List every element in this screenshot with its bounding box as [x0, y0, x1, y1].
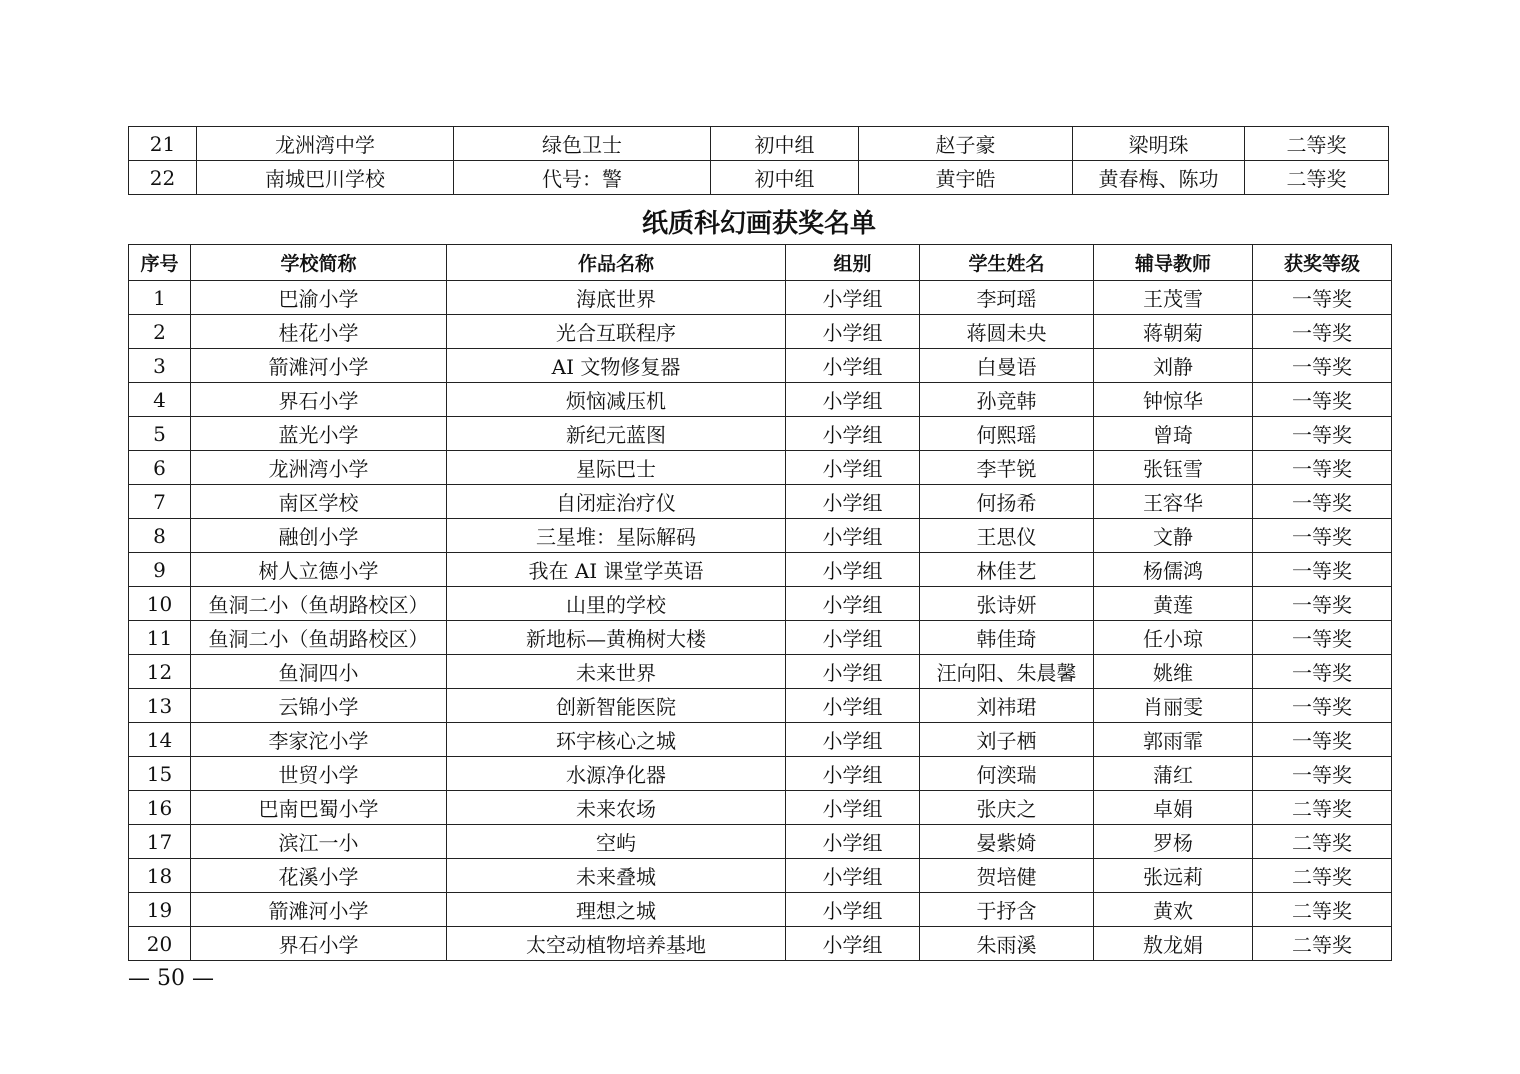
- header-serial-number: 序号: [129, 245, 191, 281]
- student-name-cell: 黄宇皓: [859, 161, 1073, 195]
- work-title-cell: 未来叠城: [447, 859, 786, 893]
- serial-number-cell: 4: [129, 383, 191, 417]
- award-level-cell: 一等奖: [1253, 417, 1392, 451]
- table-row: [129, 587, 1392, 621]
- serial-number-cell: 1: [129, 281, 191, 315]
- table-row: [129, 127, 1389, 161]
- award-level-cell: 一等奖: [1253, 587, 1392, 621]
- school-name-cell: 鱼洞二小（鱼胡路校区）: [191, 587, 447, 621]
- school-name-cell: 巴南巴蜀小学: [191, 791, 447, 825]
- tutor-teacher-cell: 刘静: [1094, 349, 1253, 383]
- serial-number-cell: 7: [129, 485, 191, 519]
- table-row: [129, 689, 1392, 723]
- serial-number-cell: 22: [129, 161, 197, 195]
- award-level-cell: 一等奖: [1253, 655, 1392, 689]
- award-level-cell: 一等奖: [1253, 451, 1392, 485]
- work-title-cell: 新纪元蓝图: [447, 417, 786, 451]
- work-title-cell: 理想之城: [447, 893, 786, 927]
- group-cell: 小学组: [786, 655, 920, 689]
- work-title-cell: 太空动植物培养基地: [447, 927, 786, 961]
- serial-number-cell: 6: [129, 451, 191, 485]
- group-cell: 小学组: [786, 689, 920, 723]
- page-number: — 50 —: [128, 966, 214, 991]
- serial-number-cell: 8: [129, 519, 191, 553]
- work-title-cell: 我在 AI 课堂学英语: [447, 553, 786, 587]
- award-level-cell: 一等奖: [1253, 553, 1392, 587]
- student-name-cell: 王思仪: [920, 519, 1094, 553]
- serial-number-cell: 14: [129, 723, 191, 757]
- table-row: [129, 655, 1392, 689]
- serial-number-cell: 12: [129, 655, 191, 689]
- header-tutor-teacher: 辅导教师: [1094, 245, 1253, 281]
- work-title-cell: 未来世界: [447, 655, 786, 689]
- serial-number-cell: 15: [129, 757, 191, 791]
- school-name-cell: 箭滩河小学: [191, 349, 447, 383]
- award-level-cell: 一等奖: [1253, 757, 1392, 791]
- work-title-cell: 星际巴士: [447, 451, 786, 485]
- award-level-cell: 二等奖: [1245, 127, 1389, 161]
- group-cell: 小学组: [786, 927, 920, 961]
- table-row: [129, 349, 1392, 383]
- award-level-cell: 一等奖: [1253, 383, 1392, 417]
- award-level-cell: 一等奖: [1253, 519, 1392, 553]
- table-row: [129, 757, 1392, 791]
- award-level-cell: 二等奖: [1253, 825, 1392, 859]
- serial-number-cell: 10: [129, 587, 191, 621]
- student-name-cell: 蒋圆未央: [920, 315, 1094, 349]
- student-name-cell: 晏紫婍: [920, 825, 1094, 859]
- tutor-teacher-cell: 蒋朝菊: [1094, 315, 1253, 349]
- student-name-cell: 何扬希: [920, 485, 1094, 519]
- group-cell: 小学组: [786, 893, 920, 927]
- serial-number-cell: 11: [129, 621, 191, 655]
- table-row: [129, 281, 1392, 315]
- work-title-cell: 自闭症治疗仪: [447, 485, 786, 519]
- award-level-cell: 二等奖: [1253, 791, 1392, 825]
- group-cell: 小学组: [786, 451, 920, 485]
- school-name-cell: 龙洲湾中学: [197, 127, 454, 161]
- group-cell: 小学组: [786, 519, 920, 553]
- group-cell: 小学组: [786, 383, 920, 417]
- group-cell: 小学组: [786, 315, 920, 349]
- tutor-teacher-cell: 卓娟: [1094, 791, 1253, 825]
- tutor-teacher-cell: 曾琦: [1094, 417, 1253, 451]
- tutor-teacher-cell: 郭雨霏: [1094, 723, 1253, 757]
- school-name-cell: 界石小学: [191, 927, 447, 961]
- award-level-cell: 一等奖: [1253, 621, 1392, 655]
- award-level-cell: 一等奖: [1253, 281, 1392, 315]
- student-name-cell: 林佳艺: [920, 553, 1094, 587]
- student-name-cell: 朱雨溪: [920, 927, 1094, 961]
- student-name-cell: 于抒含: [920, 893, 1094, 927]
- award-level-cell: 二等奖: [1245, 161, 1389, 195]
- student-name-cell: 赵子豪: [859, 127, 1073, 161]
- school-name-cell: 蓝光小学: [191, 417, 447, 451]
- tutor-teacher-cell: 黄莲: [1094, 587, 1253, 621]
- serial-number-cell: 13: [129, 689, 191, 723]
- school-name-cell: 世贸小学: [191, 757, 447, 791]
- school-name-cell: 滨江一小: [191, 825, 447, 859]
- school-name-cell: 花溪小学: [191, 859, 447, 893]
- table-header-row: [129, 245, 1392, 281]
- group-cell: 小学组: [786, 859, 920, 893]
- group-cell: 小学组: [786, 417, 920, 451]
- table-row: [129, 893, 1392, 927]
- school-name-cell: 界石小学: [191, 383, 447, 417]
- student-name-cell: 白曼语: [920, 349, 1094, 383]
- table-row: [129, 417, 1392, 451]
- student-name-cell: 汪向阳、朱晨馨: [920, 655, 1094, 689]
- student-name-cell: 何熙瑶: [920, 417, 1094, 451]
- work-title-cell: 环宇核心之城: [447, 723, 786, 757]
- student-name-cell: 张庆之: [920, 791, 1094, 825]
- student-name-cell: 韩佳琦: [920, 621, 1094, 655]
- award-level-cell: 一等奖: [1253, 723, 1392, 757]
- student-name-cell: 何湙瑞: [920, 757, 1094, 791]
- serial-number-cell: 19: [129, 893, 191, 927]
- award-list-table: [128, 244, 1392, 961]
- table-row: [129, 723, 1392, 757]
- group-cell: 小学组: [786, 587, 920, 621]
- table-row: [129, 519, 1392, 553]
- award-level-cell: 二等奖: [1253, 927, 1392, 961]
- award-level-cell: 二等奖: [1253, 859, 1392, 893]
- top-table-body: [129, 127, 1389, 195]
- group-cell: 小学组: [786, 825, 920, 859]
- school-name-cell: 云锦小学: [191, 689, 447, 723]
- award-level-cell: 一等奖: [1253, 349, 1392, 383]
- award-level-cell: 一等奖: [1253, 485, 1392, 519]
- school-name-cell: 箭滩河小学: [191, 893, 447, 927]
- work-title-cell: 山里的学校: [447, 587, 786, 621]
- header-work-title: 作品名称: [447, 245, 786, 281]
- work-title-cell: 烦恼减压机: [447, 383, 786, 417]
- serial-number-cell: 17: [129, 825, 191, 859]
- table-row: [129, 161, 1389, 195]
- header-group: 组别: [786, 245, 920, 281]
- school-name-cell: 巴渝小学: [191, 281, 447, 315]
- table-row: [129, 485, 1392, 519]
- work-title-cell: AI 文物修复器: [447, 349, 786, 383]
- group-cell: 小学组: [786, 621, 920, 655]
- tutor-teacher-cell: 姚维: [1094, 655, 1253, 689]
- table-row: [129, 859, 1392, 893]
- work-title-cell: 未来农场: [447, 791, 786, 825]
- group-cell: 小学组: [786, 757, 920, 791]
- school-name-cell: 鱼洞四小: [191, 655, 447, 689]
- school-name-cell: 龙洲湾小学: [191, 451, 447, 485]
- header-award-level: 获奖等级: [1253, 245, 1392, 281]
- tutor-teacher-cell: 罗杨: [1094, 825, 1253, 859]
- table-row: [129, 927, 1392, 961]
- student-name-cell: 孙竞韩: [920, 383, 1094, 417]
- serial-number-cell: 5: [129, 417, 191, 451]
- tutor-teacher-cell: 黄春梅、陈功: [1073, 161, 1245, 195]
- table-row: [129, 383, 1392, 417]
- work-title-cell: 水源净化器: [447, 757, 786, 791]
- tutor-teacher-cell: 杨儒鸿: [1094, 553, 1253, 587]
- school-name-cell: 南区学校: [191, 485, 447, 519]
- section-title: 纸质科幻画获奖名单: [641, 209, 876, 239]
- award-level-cell: 二等奖: [1253, 893, 1392, 927]
- group-cell: 小学组: [786, 553, 920, 587]
- work-title-cell: 创新智能医院: [447, 689, 786, 723]
- school-name-cell: 南城巴川学校: [197, 161, 454, 195]
- tutor-teacher-cell: 张钰雪: [1094, 451, 1253, 485]
- award-level-cell: 一等奖: [1253, 315, 1392, 349]
- tutor-teacher-cell: 张远莉: [1094, 859, 1253, 893]
- serial-number-cell: 9: [129, 553, 191, 587]
- tutor-teacher-cell: 黄欢: [1094, 893, 1253, 927]
- work-title-cell: 绿色卫士: [454, 127, 711, 161]
- table-row: [129, 315, 1392, 349]
- table-row: [129, 553, 1392, 587]
- tutor-teacher-cell: 文静: [1094, 519, 1253, 553]
- work-title-cell: 新地标—黄桷树大楼: [447, 621, 786, 655]
- group-cell: 小学组: [786, 349, 920, 383]
- student-name-cell: 李珂瑶: [920, 281, 1094, 315]
- work-title-cell: 空屿: [447, 825, 786, 859]
- previous-section-table-continuation: [128, 126, 1389, 195]
- serial-number-cell: 20: [129, 927, 191, 961]
- serial-number-cell: 3: [129, 349, 191, 383]
- award-list-body: [129, 281, 1392, 961]
- school-name-cell: 桂花小学: [191, 315, 447, 349]
- group-cell: 小学组: [786, 723, 920, 757]
- group-cell: 初中组: [711, 161, 859, 195]
- student-name-cell: 刘祎珺: [920, 689, 1094, 723]
- header-school-name: 学校简称: [191, 245, 447, 281]
- tutor-teacher-cell: 肖丽雯: [1094, 689, 1253, 723]
- table-row: [129, 621, 1392, 655]
- tutor-teacher-cell: 王容华: [1094, 485, 1253, 519]
- serial-number-cell: 18: [129, 859, 191, 893]
- school-name-cell: 鱼洞二小（鱼胡路校区）: [191, 621, 447, 655]
- tutor-teacher-cell: 梁明珠: [1073, 127, 1245, 161]
- tutor-teacher-cell: 敖龙娟: [1094, 927, 1253, 961]
- tutor-teacher-cell: 蒲红: [1094, 757, 1253, 791]
- group-cell: 小学组: [786, 485, 920, 519]
- work-title-cell: 三星堆：星际解码: [447, 519, 786, 553]
- group-cell: 小学组: [786, 281, 920, 315]
- work-title-cell: 代号：警: [454, 161, 711, 195]
- tutor-teacher-cell: 钟惊华: [1094, 383, 1253, 417]
- student-name-cell: 张诗妍: [920, 587, 1094, 621]
- header-student-name: 学生姓名: [920, 245, 1094, 281]
- work-title-cell: 海底世界: [447, 281, 786, 315]
- group-cell: 小学组: [786, 791, 920, 825]
- serial-number-cell: 2: [129, 315, 191, 349]
- student-name-cell: 贺培健: [920, 859, 1094, 893]
- school-name-cell: 树人立德小学: [191, 553, 447, 587]
- group-cell: 初中组: [711, 127, 859, 161]
- serial-number-cell: 21: [129, 127, 197, 161]
- tutor-teacher-cell: 任小琼: [1094, 621, 1253, 655]
- table-row: [129, 825, 1392, 859]
- student-name-cell: 刘子栖: [920, 723, 1094, 757]
- school-name-cell: 李家沱小学: [191, 723, 447, 757]
- school-name-cell: 融创小学: [191, 519, 447, 553]
- table-row: [129, 451, 1392, 485]
- tutor-teacher-cell: 王茂雪: [1094, 281, 1253, 315]
- work-title-cell: 光合互联程序: [447, 315, 786, 349]
- award-level-cell: 一等奖: [1253, 689, 1392, 723]
- table-row: [129, 791, 1392, 825]
- serial-number-cell: 16: [129, 791, 191, 825]
- student-name-cell: 李芊锐: [920, 451, 1094, 485]
